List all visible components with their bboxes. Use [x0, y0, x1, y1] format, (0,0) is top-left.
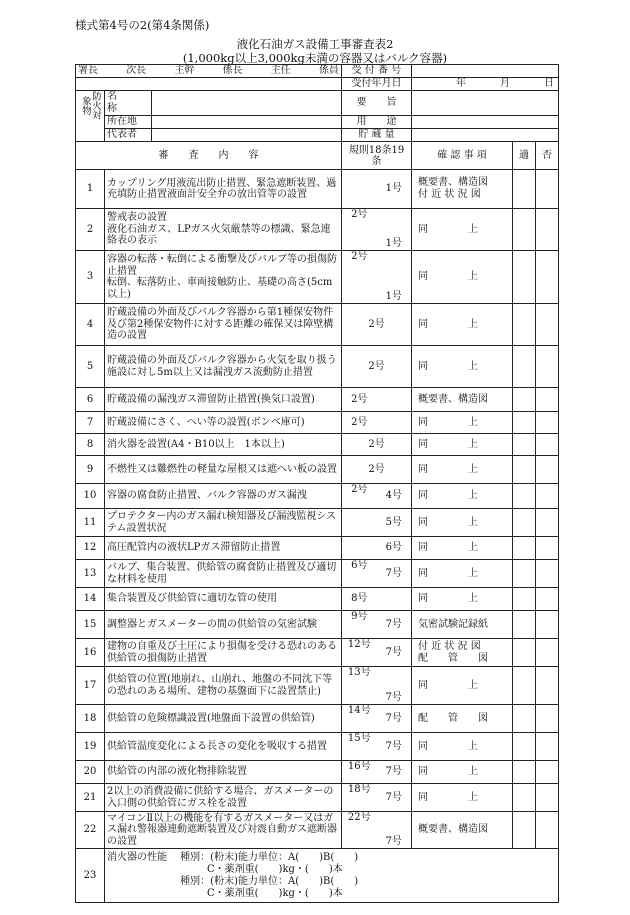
review-row	[76, 560, 559, 588]
location-field[interactable]	[152, 116, 342, 129]
article-18: 2号	[342, 412, 377, 434]
staff-label: 主幹	[174, 65, 195, 76]
article-18	[342, 170, 377, 209]
article-18	[342, 537, 377, 560]
row-number: 14	[76, 588, 105, 611]
confirmation-item: 同 上	[412, 537, 513, 560]
article-19	[377, 412, 412, 434]
not-appropriate-check[interactable]	[536, 304, 559, 346]
row-number: 8	[76, 434, 105, 456]
confirmation-item: 同 上	[412, 588, 513, 611]
confirmation-item: 同 上	[412, 434, 513, 456]
appropriate-check[interactable]	[513, 484, 536, 509]
article-18: 2号	[342, 209, 377, 251]
row-number: 7	[76, 412, 105, 434]
review-row	[76, 849, 559, 903]
review-row	[76, 784, 559, 812]
review-item-text: 供給管の内部の液化物排除装置	[105, 761, 342, 784]
review-row	[76, 667, 559, 705]
appropriate-check[interactable]	[513, 412, 536, 434]
article-19	[377, 588, 412, 611]
not-appropriate-check[interactable]	[536, 509, 559, 537]
article-19: 7号	[377, 733, 412, 761]
article-19: 1号	[377, 170, 412, 209]
appropriate-check[interactable]	[513, 611, 536, 639]
not-appropriate-check[interactable]	[536, 611, 559, 639]
row-number: 20	[76, 761, 105, 784]
article-18: 18号	[342, 784, 377, 812]
not-appropriate-check[interactable]	[536, 388, 559, 412]
review-row	[76, 537, 559, 560]
not-appropriate-check[interactable]	[536, 733, 559, 761]
article-19: 5号	[377, 509, 412, 537]
extinguisher-line: 種別：(粉末)能力単位：A( )B( )	[107, 875, 359, 887]
usage-field[interactable]	[412, 116, 559, 129]
staff-label: 次長	[126, 65, 147, 76]
confirmation-item: 気密試験記録紙	[412, 611, 513, 639]
appropriate-check[interactable]	[513, 588, 536, 611]
usage-label: 用 途	[342, 116, 412, 129]
review-row	[76, 209, 559, 251]
not-appropriate-check[interactable]	[536, 784, 559, 812]
extinguisher-line: C・薬剤重( )kg・( )本	[107, 863, 343, 875]
confirmation-item: 同 上	[412, 484, 513, 509]
row-number: 9	[76, 456, 105, 484]
location-row	[76, 116, 559, 129]
staff-stamp-row	[76, 78, 559, 91]
column-header-row	[76, 142, 559, 170]
row-number: 21	[76, 784, 105, 812]
article-18: 15号	[342, 733, 377, 761]
review-item-text: 不燃性又は難燃性の軽量な屋根又は遮へい板の設置	[105, 456, 342, 484]
confirmation-item: 概要書、構造図	[412, 388, 513, 412]
confirmation-item: 配 管 図	[412, 705, 513, 733]
confirmation-item: 概要書、構造図	[412, 812, 513, 849]
article-19	[377, 388, 412, 412]
row-number: 22	[76, 812, 105, 849]
review-row	[76, 484, 559, 509]
appropriate-check[interactable]	[513, 170, 536, 209]
review-item-text: 供給管の位置(地崩れ、山崩れ、地盤の不同沈下等の恐れのある場所、建物の基盤面下に設置禁止)	[105, 667, 342, 705]
name-field[interactable]	[152, 91, 342, 116]
not-appropriate-header: 否	[536, 142, 559, 170]
regulation-article: 2号	[342, 434, 412, 456]
row-number: 1	[76, 170, 105, 209]
appropriate-check[interactable]	[513, 667, 536, 705]
extinguisher-line: C・薬剤重( )kg・( )本	[107, 887, 343, 899]
article-18: 2号	[342, 251, 377, 304]
article-18: 9号	[342, 611, 377, 639]
review-row	[76, 170, 559, 209]
appropriate-check[interactable]	[513, 784, 536, 812]
review-item-text: 貯蔵設備の外面及びバルク容器から第1種保安物件及び第2種保安物件に対する距離の確保又は障壁構造の設置	[105, 304, 342, 346]
article-18: 12号	[342, 639, 377, 667]
row-number: 12	[76, 537, 105, 560]
review-item-text: マイコンⅡ以上の機能を有するガスメーター又はガス漏れ警報器連動遮断装置及び対震自動ガス遮断器の設置	[105, 812, 342, 849]
appropriate-check[interactable]	[513, 733, 536, 761]
summary-label: 要 旨	[342, 91, 412, 116]
review-item-text: バルブ、集合装置、供給管の腐食防止措置及び適切な材料を使用	[105, 560, 342, 588]
receipt-date-label: 受付年月日	[342, 78, 412, 91]
review-row	[76, 761, 559, 784]
review-item-text: 貯蔵設備にさく、へい等の設置(ボンベ庫可)	[105, 412, 342, 434]
article-19: 7号	[377, 560, 412, 588]
not-appropriate-check[interactable]	[536, 251, 559, 304]
article-19: 7号	[377, 761, 412, 784]
not-appropriate-check[interactable]	[536, 560, 559, 588]
extinguisher-performance	[105, 849, 559, 903]
row-number: 10	[76, 484, 105, 509]
confirmation-item: 同 上	[412, 412, 513, 434]
review-item-text: 容器の腐食防止措置、バルク容器のガス漏洩	[105, 484, 342, 509]
not-appropriate-check[interactable]	[536, 705, 559, 733]
article-19: 7号	[377, 667, 412, 705]
article-18: 14号	[342, 705, 377, 733]
row-number: 2	[76, 209, 105, 251]
review-row	[76, 456, 559, 484]
review-item-text: 貯蔵設備の漏洩ガス滞留防止措置(換気口設置)	[105, 388, 342, 412]
confirmation-item: 同 上	[412, 346, 513, 388]
form-subtitle: (1,000kg以上3,000kg未満の容器又はバルク容器)	[182, 51, 448, 65]
article-19: 4号	[377, 484, 412, 509]
staff-label: 主任	[270, 65, 291, 76]
appropriate-check[interactable]	[513, 209, 536, 251]
row-number: 11	[76, 509, 105, 537]
review-row	[76, 388, 559, 412]
review-table	[75, 64, 559, 903]
review-row	[76, 251, 559, 304]
summary-field[interactable]	[412, 91, 559, 116]
staff-row	[76, 65, 559, 78]
review-row	[76, 304, 559, 346]
fire-target-text-a: 防火対	[90, 91, 101, 120]
appropriate-header: 適	[513, 142, 536, 170]
review-row	[76, 639, 559, 667]
storage-label: 貯 蔵 量	[342, 129, 412, 142]
review-item-text: 調整器とガスメーターの間の供給管の気密試験	[105, 611, 342, 639]
row-number: 19	[76, 733, 105, 761]
staff-label: 署長	[78, 65, 98, 76]
article-18: 8号	[342, 588, 377, 611]
review-item-text: 警戒表の設置 液化石油ガス、LPガス火気厳禁等の標識、緊急連絡表の表示	[105, 209, 342, 251]
confirmation-item: 同 上	[412, 456, 513, 484]
review-item-text: 建物の自重及び土圧により損傷を受ける恐れのある供給管の損傷防止措置	[105, 639, 342, 667]
article-18: 22号	[342, 812, 377, 849]
article-18: 16号	[342, 761, 377, 784]
article-19: 7号	[377, 812, 412, 849]
confirmation-item: 同 上	[412, 560, 513, 588]
staff-label: 係長	[222, 65, 243, 76]
appropriate-check[interactable]	[513, 509, 536, 537]
not-appropriate-check[interactable]	[536, 170, 559, 209]
receipt-number-label: 受 付 番 号	[342, 65, 412, 78]
article-19: 7号	[377, 611, 412, 639]
not-appropriate-check[interactable]	[536, 761, 559, 784]
form-number: 様式第4号の2(第4条関係)	[75, 18, 210, 32]
confirmation-item: 同 上	[412, 761, 513, 784]
review-item-text: プロテクター内のガス漏れ検知器及び漏洩監視システム設置状況	[105, 509, 342, 537]
fire-prevention-target-label	[76, 91, 105, 142]
article-19: 7号	[377, 784, 412, 812]
fire-target-text-b: 象物	[80, 95, 91, 115]
review-item-text: 貯蔵設備の外面及びバルク容器から火気を取り扱う施設に対し5m以上又は漏洩ガス流動防止措置	[105, 346, 342, 388]
review-row	[76, 705, 559, 733]
appropriate-check[interactable]	[513, 346, 536, 388]
form-title: 液化石油ガス設備工事審査表2	[236, 37, 394, 51]
day-label: 日	[544, 78, 555, 89]
review-item-text: 消火器を設置(A4・B10以上 1本以上)	[105, 434, 342, 456]
confirmation-header: 確 認 事 項	[412, 142, 513, 170]
appropriate-check[interactable]	[513, 434, 536, 456]
not-appropriate-check[interactable]	[536, 484, 559, 509]
staff-labels	[76, 65, 342, 78]
confirmation-item: 同 上	[412, 509, 513, 537]
row-number: 4	[76, 304, 105, 346]
article-18: 6号	[342, 560, 377, 588]
appropriate-check[interactable]	[513, 388, 536, 412]
row-number: 6	[76, 388, 105, 412]
regulation-article: 2号	[342, 346, 412, 388]
article-18	[342, 509, 377, 537]
appropriate-check[interactable]	[513, 456, 536, 484]
confirmation-item: 同 上	[412, 209, 513, 251]
article-19: 1号	[377, 209, 412, 251]
not-appropriate-check[interactable]	[536, 588, 559, 611]
appropriate-check[interactable]	[513, 537, 536, 560]
article-18: 2号	[342, 484, 377, 509]
receipt-date-field[interactable]	[412, 78, 559, 91]
not-appropriate-check[interactable]	[536, 812, 559, 849]
row-number: 18	[76, 705, 105, 733]
review-row	[76, 733, 559, 761]
appropriate-check[interactable]	[513, 251, 536, 304]
not-appropriate-check[interactable]	[536, 639, 559, 667]
confirmation-item: 概要書、構造図 付 近 状 況 図	[412, 170, 513, 209]
review-item-text: 容器の転落・転倒による衝撃及びバルブ等の損傷防止措置 転倒、転落防止、車両接触防止、基礎の高さ(5cm以上)	[105, 251, 342, 304]
review-item-text: 供給管の危険標識設置(地盤面下設置の供給管)	[105, 705, 342, 733]
confirmation-item: 同 上	[412, 251, 513, 304]
article-18: 2号	[342, 388, 377, 412]
regulation-header: 規則18条19条	[342, 142, 412, 170]
review-row	[76, 611, 559, 639]
confirmation-item: 同 上	[412, 733, 513, 761]
staff-label: 係員	[318, 65, 339, 76]
article-18: 13号	[342, 667, 377, 705]
article-19: 1号	[377, 251, 412, 304]
not-appropriate-check[interactable]	[536, 346, 559, 388]
not-appropriate-check[interactable]	[536, 537, 559, 560]
review-row	[76, 509, 559, 537]
confirmation-item: 同 上	[412, 784, 513, 812]
appropriate-check[interactable]	[513, 705, 536, 733]
review-item-text: 供給管温度変化による長さの変化を吸収する措置	[105, 733, 342, 761]
appropriate-check[interactable]	[513, 560, 536, 588]
location-label: 所在地	[105, 116, 152, 129]
name-row	[76, 91, 559, 116]
article-19: 7号	[377, 639, 412, 667]
receipt-number-field[interactable]	[412, 65, 559, 78]
confirmation-item: 同 上	[412, 667, 513, 705]
article-19: 6号	[377, 537, 412, 560]
review-row	[76, 434, 559, 456]
appropriate-check[interactable]	[513, 639, 536, 667]
review-item-text: カップリング用液流出防止措置、緊急遮断装置、過充填防止措置液面計安全弁の放出管等の設置	[105, 170, 342, 209]
review-item-text: 集合装置及び供給管に適切な管の使用	[105, 588, 342, 611]
row-number: 17	[76, 667, 105, 705]
review-item-text: 2以上の消費設備に供給する場合、ガスメーターの入口側の供給管にガス栓を設置	[105, 784, 342, 812]
row-number: 3	[76, 251, 105, 304]
name-label: 名 称	[105, 91, 152, 116]
year-label: 年	[456, 78, 467, 89]
row-number: 15	[76, 611, 105, 639]
confirmation-item: 付 近 状 況 図 配 管 図	[412, 639, 513, 667]
not-appropriate-check[interactable]	[536, 434, 559, 456]
appropriate-check[interactable]	[513, 761, 536, 784]
not-appropriate-check[interactable]	[536, 209, 559, 251]
review-item-text: 高圧配管内の液状LPガス滞留防止措置	[105, 537, 342, 560]
month-label: 月	[500, 78, 511, 89]
appropriate-check[interactable]	[513, 812, 536, 849]
review-row	[76, 812, 559, 849]
review-row	[76, 588, 559, 611]
regulation-article: 2号	[342, 456, 412, 484]
row-number: 23	[76, 849, 105, 903]
not-appropriate-check[interactable]	[536, 456, 559, 484]
representative-field[interactable]	[152, 129, 342, 142]
article-19: 7号	[377, 705, 412, 733]
review-content-header: 審 査 内 容	[76, 142, 342, 170]
row-number: 16	[76, 639, 105, 667]
row-number: 5	[76, 346, 105, 388]
not-appropriate-check[interactable]	[536, 667, 559, 705]
regulation-article: 2号	[342, 304, 412, 346]
extinguisher-line: 消火器の性能 種別：(粉末)能力単位：A( )B( )	[107, 851, 359, 863]
staff-stamp-area[interactable]	[76, 78, 342, 91]
representative-row	[76, 129, 559, 142]
not-appropriate-check[interactable]	[536, 412, 559, 434]
row-number: 13	[76, 560, 105, 588]
review-row	[76, 346, 559, 388]
confirmation-item: 同 上	[412, 304, 513, 346]
storage-field[interactable]	[412, 129, 559, 142]
appropriate-check[interactable]	[513, 304, 536, 346]
representative-label: 代表者	[105, 129, 152, 142]
review-row	[76, 412, 559, 434]
